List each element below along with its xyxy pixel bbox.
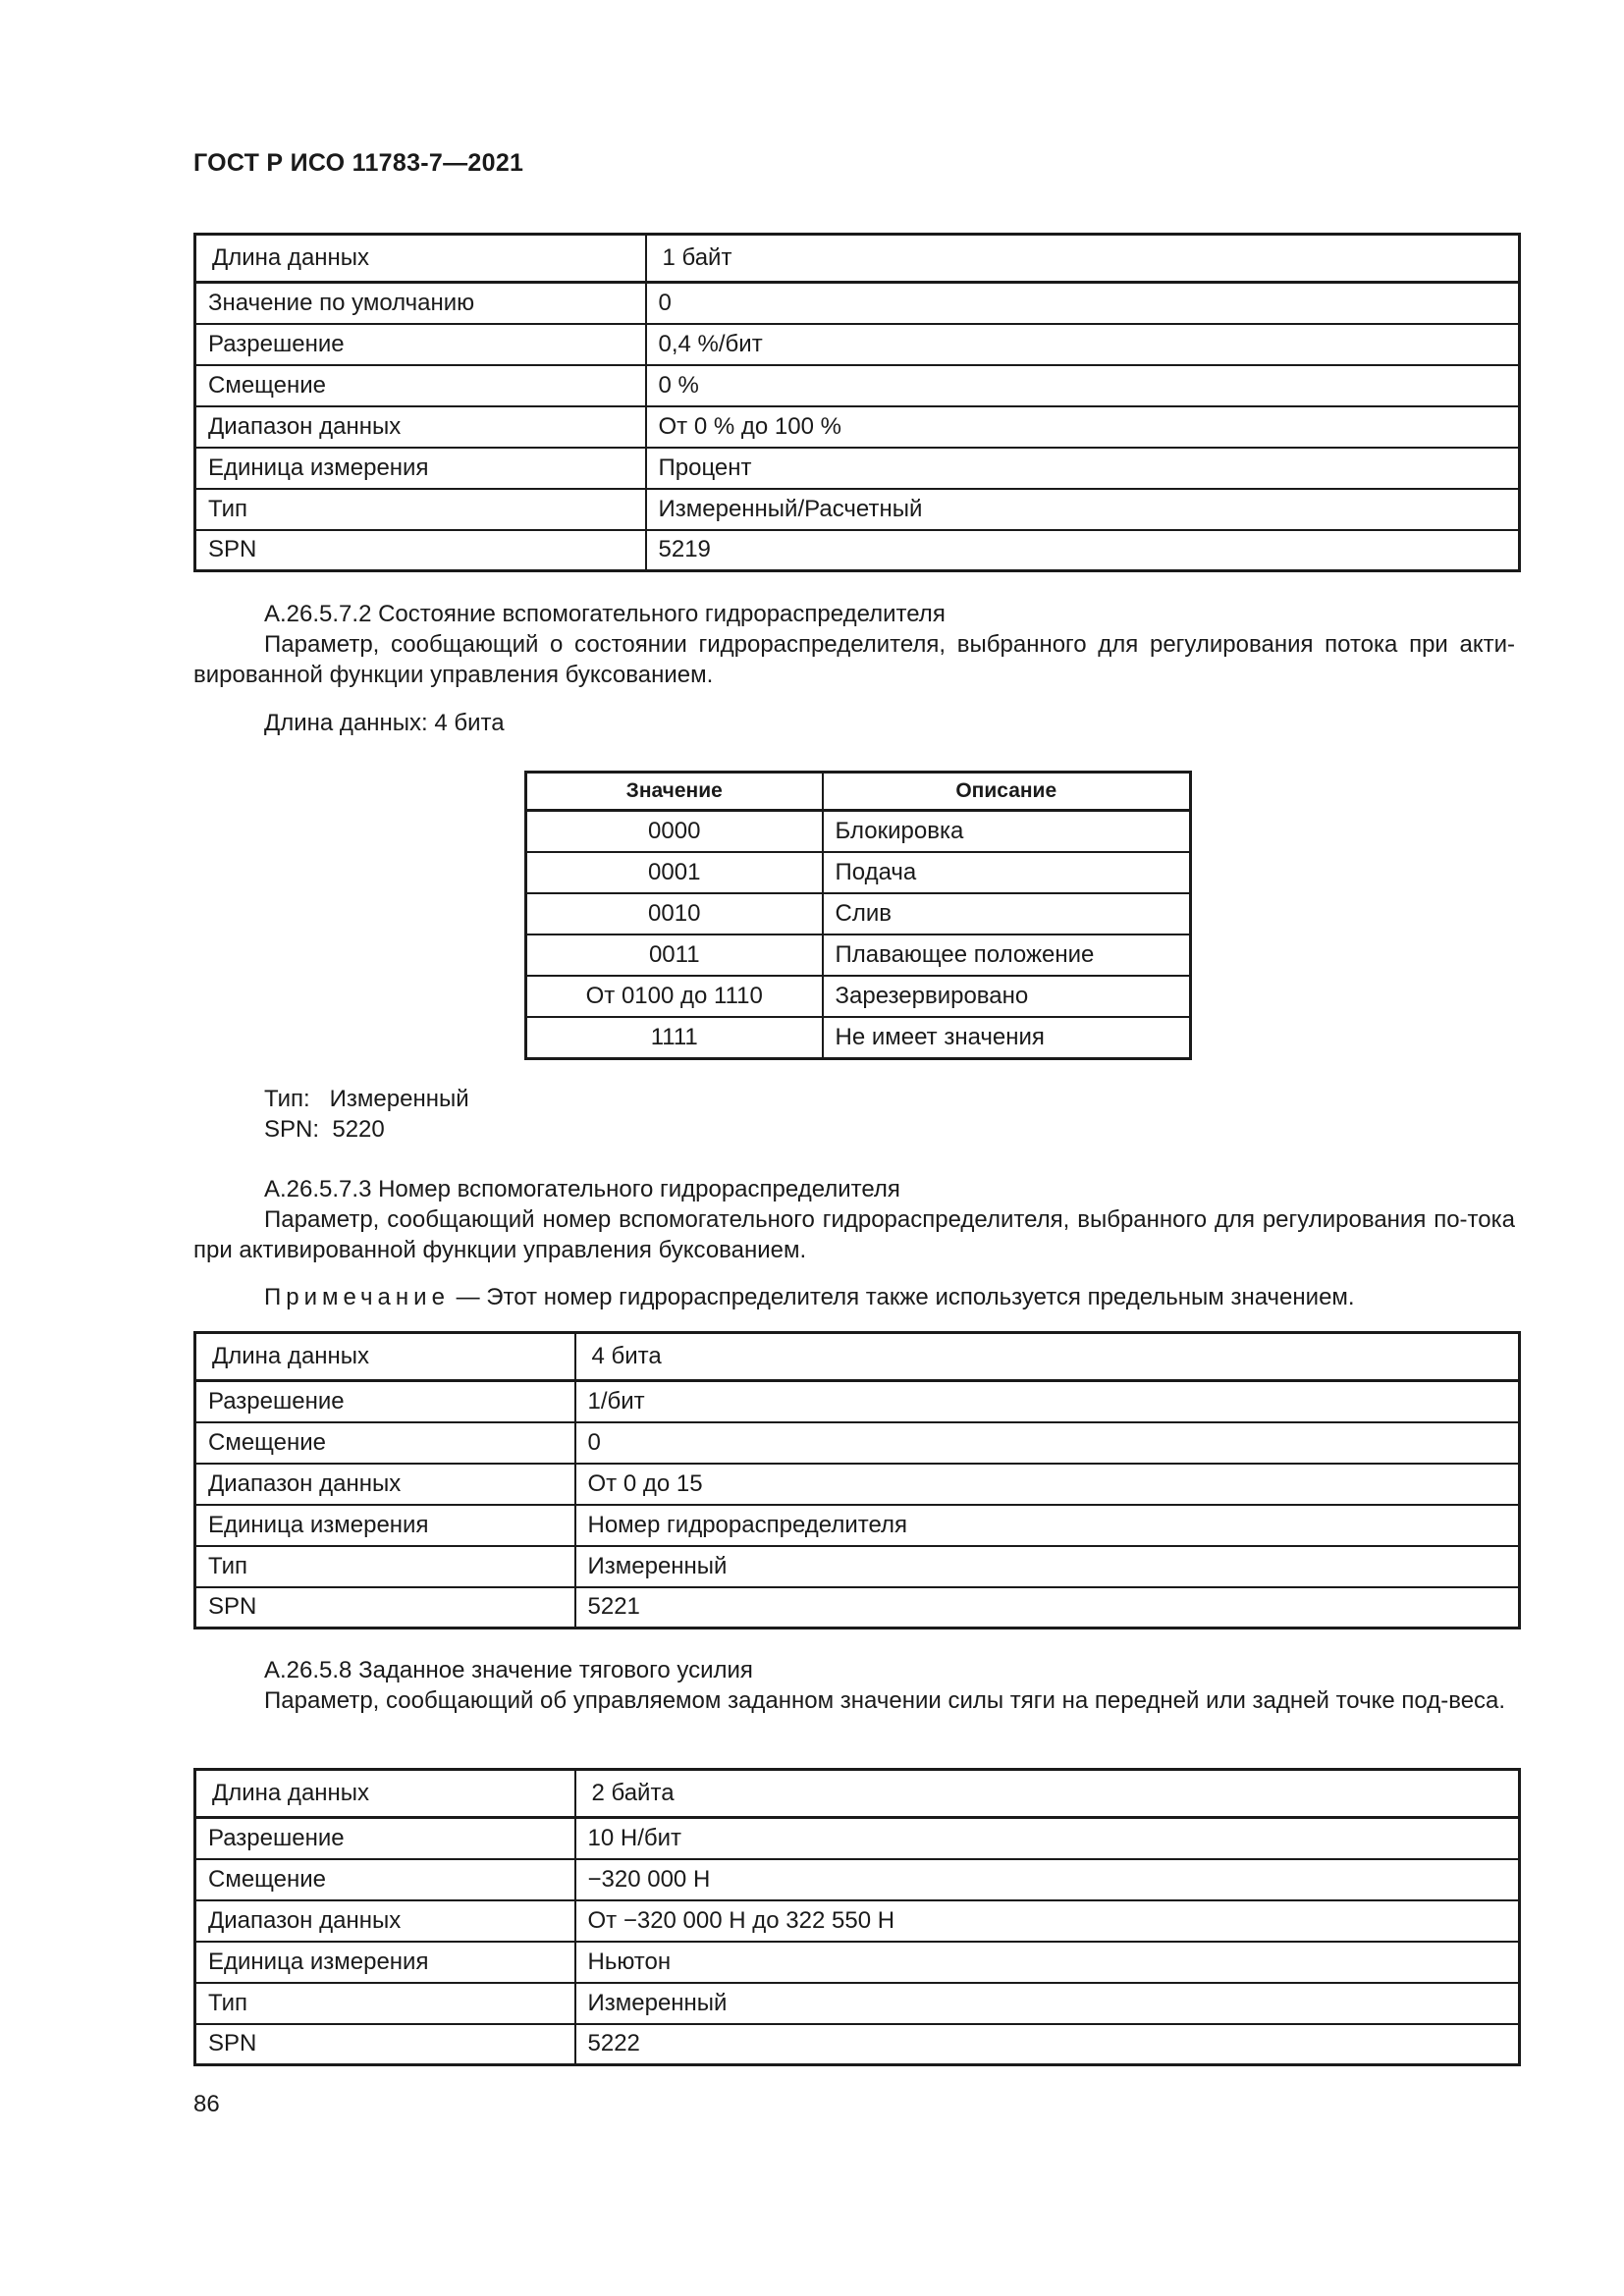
row-value: Измеренный [575, 1983, 1520, 2024]
table-row [195, 530, 1520, 571]
table-row [195, 1422, 1520, 1464]
row-value: От −320 000 Н до 322 550 Н [575, 1900, 1520, 1942]
row-label: Разрешение [195, 324, 646, 365]
table-row [195, 1381, 1520, 1422]
row-value: 0,4 %/бит [646, 324, 1520, 365]
table-row [195, 1333, 1520, 1381]
code-cell: 1111 [526, 1017, 823, 1059]
note-label: Примечание [264, 1284, 450, 1310]
row-value: 5222 [575, 2024, 1520, 2065]
row-value: 10 Н/бит [575, 1818, 1520, 1859]
table-row [195, 1546, 1520, 1587]
spn-line: SPN: 5220 [264, 1116, 385, 1143]
row-label: Единица измерения [195, 1942, 575, 1983]
code-cell: 0001 [526, 852, 823, 893]
section-paragraph: Параметр, сообщающий об управляемом заданном значении силы тяги на передней или задней точке под-веса. [264, 1687, 1506, 1714]
table-row [195, 283, 1520, 324]
table-row [195, 1859, 1520, 1900]
table-row [195, 1818, 1520, 1859]
table-row [526, 893, 1191, 934]
type-line: Тип: Измеренный [264, 1086, 469, 1112]
parameter-table-5219 [193, 233, 1521, 572]
row-value: 0 [646, 283, 1520, 324]
row-value: Номер гидрораспределителя [575, 1505, 1520, 1546]
table-row [526, 976, 1191, 1017]
table-row [195, 1983, 1520, 2024]
parameter-table-5221 [193, 1331, 1521, 1629]
table-row [195, 1464, 1520, 1505]
column-header-description: Описание [823, 773, 1191, 811]
table-row [195, 1770, 1520, 1818]
row-label: SPN [195, 530, 646, 571]
row-value: 0 % [646, 365, 1520, 406]
row-value: Измеренный/Расчетный [646, 489, 1520, 530]
page-number: 86 [193, 2091, 220, 2117]
code-cell: 0010 [526, 893, 823, 934]
table-row [195, 365, 1520, 406]
code-cell: От 0100 до 1110 [526, 976, 823, 1017]
row-label: Единица измерения [195, 1505, 575, 1546]
description-cell: Подача [823, 852, 1191, 893]
value-description-table [524, 771, 1192, 1060]
table-row [526, 1017, 1191, 1059]
document-title: ГОСТ Р ИСО 11783-7—2021 [193, 149, 524, 177]
code-cell: 0011 [526, 934, 823, 976]
row-label: Разрешение [195, 1818, 575, 1859]
table-row [195, 1900, 1520, 1942]
row-label: Тип [195, 1983, 575, 2024]
section-heading: А.26.5.8 Заданное значение тягового усилия [264, 1657, 753, 1683]
row-value: 5219 [646, 530, 1520, 571]
row-value: 4 бита [575, 1333, 1520, 1381]
section-paragraph: Параметр, сообщающий номер вспомогательного гидрораспределителя, выбранного для регулирования по-тока при активированной функции управления буксованием. [193, 1206, 1515, 1263]
note-text: — Этот номер гидрораспределителя также используется предельным значением. [449, 1284, 1355, 1310]
row-value: Ньютон [575, 1942, 1520, 1983]
row-label: Длина данных [195, 1770, 575, 1818]
row-label: Диапазон данных [195, 1464, 575, 1505]
table-row [195, 235, 1520, 283]
table-row [195, 324, 1520, 365]
parameter-table-5222 [193, 1768, 1521, 2066]
table-row [195, 1587, 1520, 1629]
row-value: 1 байт [646, 235, 1520, 283]
row-label: Единица измерения [195, 448, 646, 489]
row-label: Смещение [195, 1859, 575, 1900]
row-value: −320 000 Н [575, 1859, 1520, 1900]
description-cell: Плавающее положение [823, 934, 1191, 976]
row-value: От 0 до 15 [575, 1464, 1520, 1505]
section-heading: А.26.5.7.3 Номер вспомогательного гидрораспределителя [264, 1176, 900, 1202]
section-heading: А.26.5.7.2 Состояние вспомогательного гидрораспределителя [264, 601, 946, 627]
row-label: Смещение [195, 1422, 575, 1464]
table-row [195, 406, 1520, 448]
section-paragraph: Параметр, сообщающий о состоянии гидрораспределителя, выбранного для регулирования потока при акти-вированной функции управления буксованием. [193, 631, 1515, 688]
row-label: Разрешение [195, 1381, 575, 1422]
row-value: От 0 % до 100 % [646, 406, 1520, 448]
table-row [195, 2024, 1520, 2065]
row-value: 0 [575, 1422, 1520, 1464]
table-row [526, 852, 1191, 893]
row-label: Длина данных [195, 235, 646, 283]
row-value: 5221 [575, 1587, 1520, 1629]
data-length-line: Длина данных: 4 бита [264, 710, 505, 736]
row-label: SPN [195, 2024, 575, 2065]
row-label: Диапазон данных [195, 406, 646, 448]
row-label: Значение по умолчанию [195, 283, 646, 324]
description-cell: Зарезервировано [823, 976, 1191, 1017]
row-label: Диапазон данных [195, 1900, 575, 1942]
description-cell: Блокировка [823, 811, 1191, 853]
row-label: Смещение [195, 365, 646, 406]
row-label: Длина данных [195, 1333, 575, 1381]
description-cell: Не имеет значения [823, 1017, 1191, 1059]
description-cell: Слив [823, 893, 1191, 934]
table-header-row [526, 773, 1191, 811]
note [193, 1282, 1515, 1312]
row-value: 2 байта [575, 1770, 1520, 1818]
table-row [195, 1505, 1520, 1546]
table-row [195, 489, 1520, 530]
row-label: Тип [195, 489, 646, 530]
table-row [195, 1942, 1520, 1983]
row-label: SPN [195, 1587, 575, 1629]
row-label: Тип [195, 1546, 575, 1587]
table-row [195, 448, 1520, 489]
column-header-value: Значение [526, 773, 823, 811]
code-cell: 0000 [526, 811, 823, 853]
row-value: Измеренный [575, 1546, 1520, 1587]
table-row [526, 934, 1191, 976]
row-value: 1/бит [575, 1381, 1520, 1422]
table-row [526, 811, 1191, 853]
row-value: Процент [646, 448, 1520, 489]
